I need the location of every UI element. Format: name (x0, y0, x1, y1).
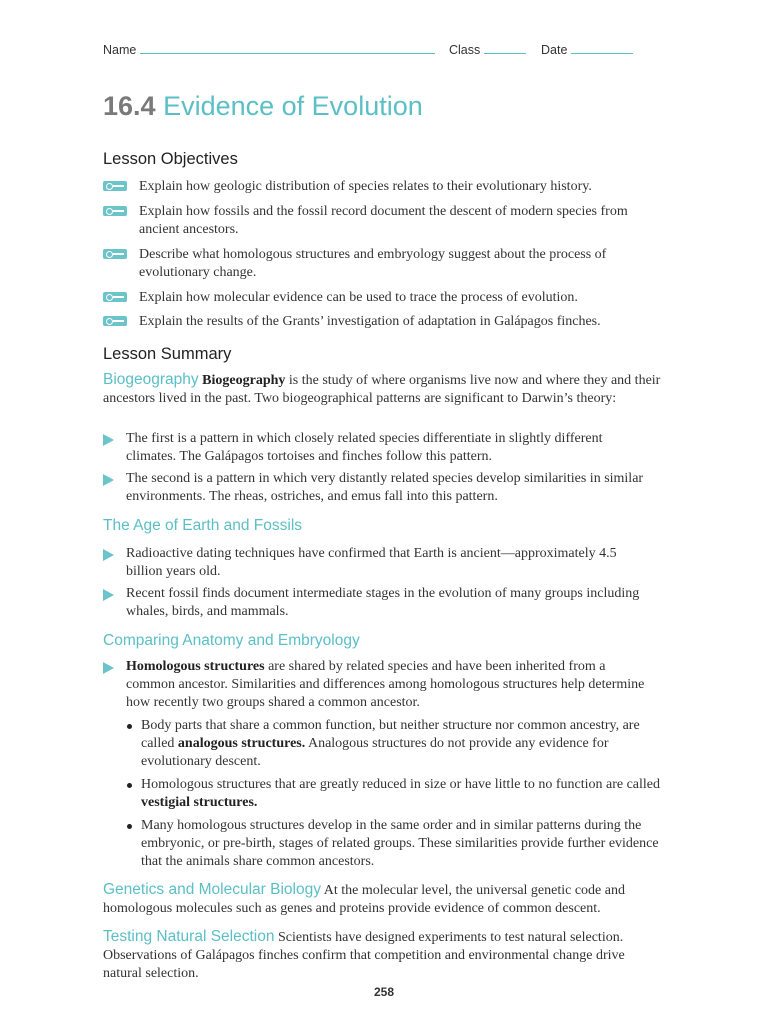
page-number: 258 (373, 985, 395, 999)
age-subhead: The Age of Earth and Fossils (103, 517, 303, 534)
genetics-paragraph (103, 881, 663, 918)
triangle-bullet-icon (103, 589, 114, 601)
genetics-text: At the molecular level, the universal genetic code and homologous molecules such as genes and proteins provide evidence of common descent. (103, 883, 625, 916)
bullet-item (103, 470, 648, 506)
page-title (103, 88, 423, 124)
key-icon (103, 316, 127, 326)
objective-item (103, 246, 663, 281)
class-label: Class (449, 43, 481, 57)
class-line[interactable] (484, 40, 526, 54)
objective-text: Explain the results of the Grants’ investigation of adaptation in Galápagos finches. (139, 314, 601, 329)
dot-item (127, 717, 662, 771)
triangle-bullet-icon (103, 662, 114, 674)
dot-item (127, 776, 662, 812)
name-label: Name (103, 43, 137, 57)
objective-text: Explain how geologic distribution of species relates to their evolutionary history. (139, 179, 592, 194)
dot-item (127, 817, 662, 871)
dot-bullet-icon (127, 783, 132, 788)
biogeography-text: is the study of where organisms live now and where they and their ancestors lived in the past. Two biogeographical patterns are significant to Darwin’s theory: (103, 373, 661, 406)
key-icon (103, 292, 127, 302)
section-number: 16.4 (103, 91, 156, 121)
selection-text: Scientists have designed experiments to test natural selection. Observations of Galápagos finches confirm that competition and environmental change drive natural selection. (103, 930, 625, 981)
dot-bullet-icon (127, 724, 132, 729)
bullet-text: The second is a pattern in which very distantly related species develop similarities in similar environments. The rheas, ostriches, and emus fall into this pattern. (126, 471, 644, 504)
objective-text: Explain how molecular evidence can be used to trace the process of evolution. (139, 290, 578, 305)
triangle-bullet-icon (103, 434, 114, 446)
dot-text: Many homologous structures develop in the same order and in similar patterns during the embryonic, or pre-birth, stages of related groups. These similarities provide further evidence that the animals share common ancestors. (141, 818, 659, 869)
bullet-item (103, 430, 648, 466)
objective-item (103, 313, 663, 331)
dot-text: Analogous structures do not provide any evidence for evolutionary descent. (141, 736, 609, 769)
bullet-item (103, 545, 648, 581)
homologous-term: Homologous structures (126, 659, 265, 674)
bullet-text: Radioactive dating techniques have confirmed that Earth is ancient—approximately 4.5 billion years old. (126, 546, 617, 579)
biogeography-paragraph (103, 371, 663, 408)
anatomy-subhead: Comparing Anatomy and Embryology (103, 632, 360, 649)
objective-item (103, 203, 663, 238)
analogous-term: analogous structures. (177, 736, 306, 751)
biogeography-subhead: Biogeography (103, 371, 199, 388)
triangle-bullet-icon (103, 474, 114, 486)
biogeography-term: Biogeography (202, 373, 286, 388)
name-line[interactable] (140, 40, 435, 54)
date-label: Date (541, 43, 568, 57)
dot-text: Homologous structures that are greatly reduced in size or have little to no function are called (141, 777, 660, 792)
dot-text: Body parts that share a common function, but neither structure nor common ancestry, are called (141, 718, 640, 751)
bullet-text: Recent fossil finds document intermediate stages in the evolution of many groups including whales, birds, and mammals. (126, 586, 640, 619)
name-field (103, 40, 435, 57)
bullet-item (103, 585, 648, 621)
date-line[interactable] (571, 40, 633, 54)
summary-heading: Lesson Summary (103, 345, 232, 363)
dot-bullet-icon (127, 824, 132, 829)
selection-subhead: Testing Natural Selection (103, 928, 275, 945)
objectives-heading: Lesson Objectives (103, 150, 238, 168)
class-field (449, 40, 526, 57)
objective-text: Explain how fossils and the fossil record document the descent of modern species from ancient ancestors. (139, 204, 628, 237)
key-icon (103, 249, 127, 259)
vestigial-term: vestigial structures. (141, 795, 258, 810)
triangle-bullet-icon (103, 549, 114, 561)
key-icon (103, 181, 127, 191)
selection-paragraph (103, 928, 663, 983)
bullet-text: The first is a pattern in which closely related species differentiate in slightly different climates. The Galápagos tortoises and finches follow this pattern. (126, 431, 603, 464)
objective-text: Describe what homologous structures and embryology suggest about the process of evolutionary change. (139, 247, 607, 280)
date-field (541, 40, 633, 57)
key-icon (103, 206, 127, 216)
objective-item (103, 178, 663, 196)
genetics-subhead: Genetics and Molecular Biology (103, 881, 321, 898)
objective-item (103, 289, 663, 307)
bullet-text: are shared by related species and have been inherited from a common ancestor. Similarities and differences among homologous structures help determine how recently two groups shared a common ancestor. (126, 659, 645, 710)
bullet-item (103, 658, 648, 712)
section-title: Evidence of Evolution (163, 91, 423, 121)
